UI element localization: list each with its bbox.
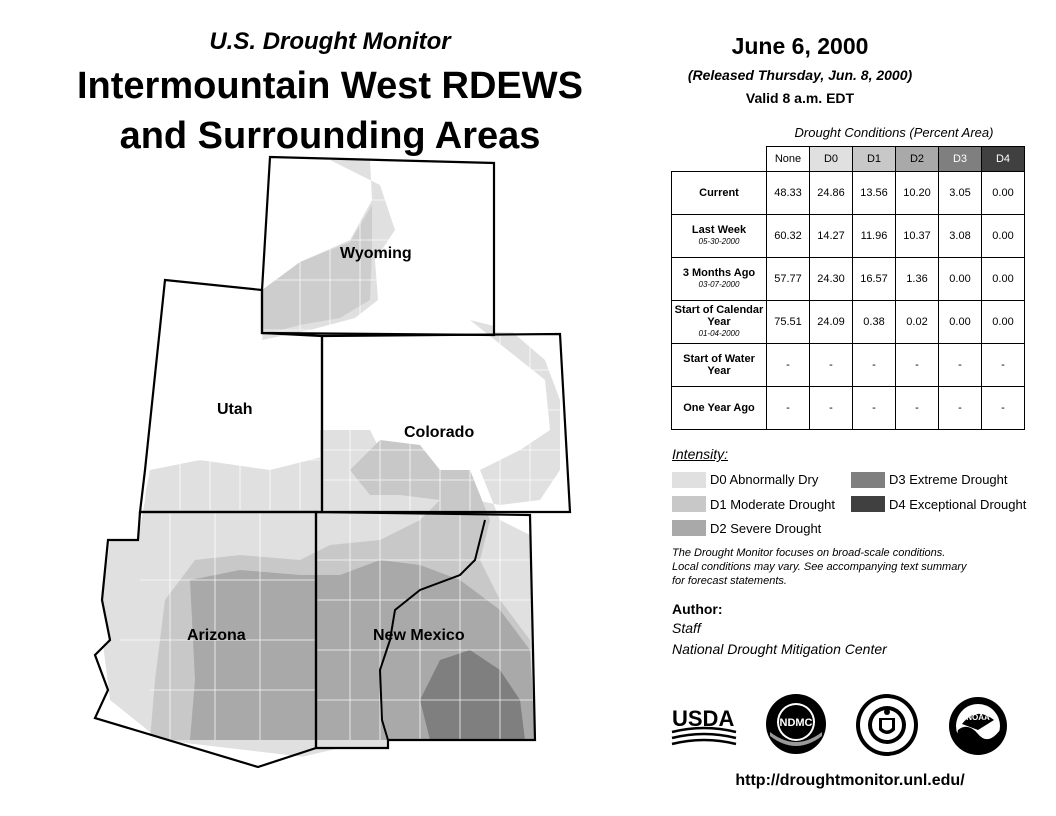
map-title-line2: and Surrounding Areas [119,115,541,157]
legend-label-d2: D2 Severe Drought [710,521,822,536]
table-cell: 0.00 [982,172,1025,215]
legend-title: Intensity: [672,446,729,462]
col-header-d0: D0 [810,147,853,172]
table-cell: 11.96 [853,215,896,258]
row-sublabel: 03-07-2000 [698,280,740,289]
svg-text:NDMC: NDMC [779,717,813,729]
row-label: One Year Ago [672,387,767,430]
table-cell: - [939,387,982,430]
table-cell: 0.00 [982,215,1025,258]
table-cell: - [896,344,939,387]
table-cell: - [767,387,810,430]
state-label-arizona: Arizona [187,627,246,644]
row-label: Start of Water Year [672,344,767,387]
drought-map [0,150,600,770]
table-row [672,215,1025,258]
table-cell: - [810,387,853,430]
svg-text:USDA: USDA [672,706,735,731]
row-label: Start of Calendar Year 01-04-2000 [672,301,767,344]
table-row [672,258,1025,301]
table-header-row [672,147,1025,172]
table-cell: 0.00 [939,301,982,344]
table-cell: 0.38 [853,301,896,344]
author-name: Staff [672,620,701,636]
legend-swatch-d2 [672,520,706,536]
table-cell: 48.33 [767,172,810,215]
noaa-logo [948,696,1008,756]
valid-time: Valid 8 a.m. EDT [745,90,855,106]
website-url[interactable]: http://droughtmonitor.unl.edu/ [735,772,965,789]
table-cell: - [939,344,982,387]
table-cell: - [982,344,1025,387]
svg-text:NOAA: NOAA [966,713,990,722]
table-cell: 0.02 [896,301,939,344]
table-cell: - [853,344,896,387]
doc-seal-logo [854,692,920,758]
row-label: 3 Months Ago 03-07-2000 [672,258,767,301]
legend-label-d4: D4 Exceptional Drought [889,497,1027,512]
table-cell: 10.20 [896,172,939,215]
state-label-utah: Utah [217,401,253,418]
table-cell: 0.00 [982,301,1025,344]
table-cell: - [810,344,853,387]
legend-swatch-d4 [851,496,885,512]
table-cell: 60.32 [767,215,810,258]
table-caption: Drought Conditions (Percent Area) [794,125,994,140]
legend-swatch-d1 [672,496,706,512]
table-cell: - [853,387,896,430]
table-cell: 0.00 [982,258,1025,301]
table-cell: 10.37 [896,215,939,258]
table-cell: 24.86 [810,172,853,215]
drought-conditions-table [671,146,1025,430]
row-label: Last Week 05-30-2000 [672,215,767,258]
report-date: June 6, 2000 [731,33,869,59]
table-cell: - [982,387,1025,430]
state-label-wyoming: Wyoming [340,245,412,262]
table-cell: 1.36 [896,258,939,301]
table-cell: 0.00 [939,258,982,301]
table-cell: 3.08 [939,215,982,258]
legend-swatch-d3 [851,472,885,488]
legend-label-d0: D0 Abnormally Dry [710,472,819,487]
table-cell: 75.51 [767,301,810,344]
table-row [672,387,1025,430]
note-line: The Drought Monitor focuses on broad-scale conditions. [672,547,946,559]
table-cell: 16.57 [853,258,896,301]
table-corner [672,147,767,172]
table-cell: - [896,387,939,430]
map-subtitle: U.S. Drought Monitor [209,28,451,55]
table-cell: 14.27 [810,215,853,258]
col-header-none: None [767,147,810,172]
author-org: National Drought Mitigation Center [672,641,887,657]
author-label: Author: [672,601,723,617]
row-label: Current [672,172,767,215]
legend-swatch-d0 [672,472,706,488]
table-row [672,172,1025,215]
row-sublabel: 01-04-2000 [698,329,740,338]
table-cell: - [767,344,810,387]
note-line: Local conditions may vary. See accompanying text summary [672,561,967,573]
col-header-d2: D2 [896,147,939,172]
col-header-d4: D4 [982,147,1025,172]
legend-label-d3: D3 Extreme Drought [889,472,1008,487]
legend-label-d1: D1 Moderate Drought [710,497,836,512]
table-cell: 57.77 [767,258,810,301]
state-label-colorado: Colorado [404,424,475,441]
col-header-d3: D3 [939,147,982,172]
note-line: for forecast statements. [672,575,787,587]
row-sublabel: 05-30-2000 [698,237,740,246]
col-header-d1: D1 [853,147,896,172]
disclaimer-note [672,546,1022,588]
table-cell: 24.30 [810,258,853,301]
table-cell: 13.56 [853,172,896,215]
ndmc-logo [764,692,828,756]
usda-logo [670,700,738,750]
table-cell: 3.05 [939,172,982,215]
table-cell: 24.09 [810,301,853,344]
release-date: (Released Thursday, Jun. 8, 2000) [687,67,913,83]
table-row [672,344,1025,387]
state-label-new-mexico: New Mexico [373,627,465,644]
map-title-line1: Intermountain West RDEWS [77,65,583,107]
table-row [672,301,1025,344]
